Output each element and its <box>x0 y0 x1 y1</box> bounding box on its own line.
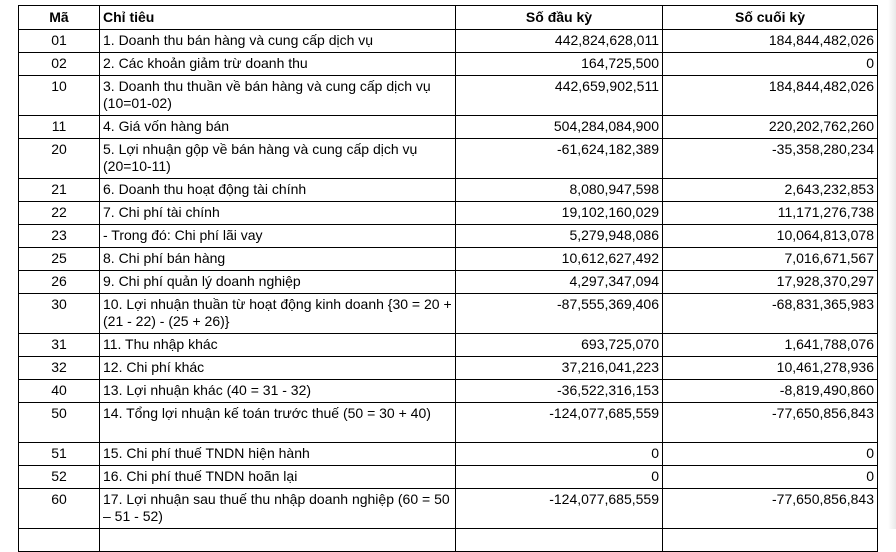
row-end-value: -8,819,490,860 <box>663 380 878 403</box>
row-start-value: 0 <box>456 466 663 489</box>
row-code: 01 <box>19 30 100 53</box>
header-row <box>19 6 878 30</box>
table-row <box>19 489 878 529</box>
row-end-value: -77,650,856,843 <box>663 489 878 529</box>
table-row <box>19 334 878 357</box>
row-indicator: 8. Chi phí bán hàng <box>100 248 456 271</box>
row-end-value <box>663 529 878 552</box>
table-row <box>19 294 878 334</box>
row-end-value: 0 <box>663 443 878 466</box>
row-code: 23 <box>19 225 100 248</box>
row-indicator: 9. Chi phí quản lý doanh nghiệp <box>100 271 456 294</box>
row-start-value: 5,279,948,086 <box>456 225 663 248</box>
table-row <box>19 403 878 443</box>
header-end-period: Số cuối kỳ <box>663 6 878 30</box>
row-end-value: 17,928,370,297 <box>663 271 878 294</box>
header-code: Mã <box>19 6 100 30</box>
row-start-value: 4,297,347,094 <box>456 271 663 294</box>
row-start-value <box>456 529 663 552</box>
row-code: 60 <box>19 489 100 529</box>
page-edge-shadow <box>888 0 896 529</box>
table-row <box>19 53 878 76</box>
row-start-value: 164,725,500 <box>456 53 663 76</box>
row-end-value: 7,016,671,567 <box>663 248 878 271</box>
row-end-value: 10,064,813,078 <box>663 225 878 248</box>
header-indicator: Chỉ tiêu <box>100 6 456 30</box>
row-start-value: -36,522,316,153 <box>456 380 663 403</box>
table-row <box>19 225 878 248</box>
row-start-value: 19,102,160,029 <box>456 202 663 225</box>
row-start-value: 0 <box>456 443 663 466</box>
row-code: 21 <box>19 179 100 202</box>
row-indicator: 10. Lợi nhuận thuần từ hoạt động kinh doanh {30 = 20 + (21 - 22) - (25 + 26)} <box>100 294 456 334</box>
row-code: 10 <box>19 76 100 116</box>
row-indicator: 12. Chi phí khác <box>100 357 456 380</box>
table-row <box>19 248 878 271</box>
row-start-value: -61,624,182,389 <box>456 139 663 179</box>
table-row <box>19 443 878 466</box>
row-indicator: 5. Lợi nhuận gộp về bán hàng và cung cấp dịch vụ (20=10-11) <box>100 139 456 179</box>
row-indicator: 1. Doanh thu bán hàng và cung cấp dịch vụ <box>100 30 456 53</box>
table-row <box>19 30 878 53</box>
row-end-value: -68,831,365,983 <box>663 294 878 334</box>
table-row <box>19 357 878 380</box>
row-indicator: 16. Chi phí thuế TNDN hoãn lại <box>100 466 456 489</box>
row-indicator <box>100 529 456 552</box>
row-code: 26 <box>19 271 100 294</box>
row-start-value: 442,824,628,011 <box>456 30 663 53</box>
row-start-value: 442,659,902,511 <box>456 76 663 116</box>
row-code: 22 <box>19 202 100 225</box>
row-code: 11 <box>19 116 100 139</box>
row-indicator: 4. Giá vốn hàng bán <box>100 116 456 139</box>
row-start-value: 37,216,041,223 <box>456 357 663 380</box>
row-end-value: 11,171,276,738 <box>663 202 878 225</box>
row-end-value: 2,643,232,853 <box>663 179 878 202</box>
row-code: 20 <box>19 139 100 179</box>
row-start-value: -124,077,685,559 <box>456 489 663 529</box>
table-row <box>19 271 878 294</box>
income-statement-table <box>18 5 878 552</box>
row-indicator: - Trong đó: Chi phí lãi vay <box>100 225 456 248</box>
row-code: 02 <box>19 53 100 76</box>
table-row <box>19 179 878 202</box>
row-indicator: 15. Chi phí thuế TNDN hiện hành <box>100 443 456 466</box>
row-end-value: -77,650,856,843 <box>663 403 878 443</box>
row-start-value: 8,080,947,598 <box>456 179 663 202</box>
row-code: 32 <box>19 357 100 380</box>
row-end-value: 1,641,788,076 <box>663 334 878 357</box>
table-row <box>19 380 878 403</box>
row-code: 51 <box>19 443 100 466</box>
row-code: 30 <box>19 294 100 334</box>
row-end-value: 0 <box>663 466 878 489</box>
row-code: 25 <box>19 248 100 271</box>
table-row-cut-off <box>19 529 878 552</box>
row-code: 52 <box>19 466 100 489</box>
row-indicator: 13. Lợi nhuận khác (40 = 31 - 32) <box>100 380 456 403</box>
row-indicator: 17. Lợi nhuận sau thuế thu nhập doanh nghiệp (60 = 50 – 51 - 52) <box>100 489 456 529</box>
table-row <box>19 202 878 225</box>
table-row <box>19 139 878 179</box>
row-indicator: 14. Tổng lợi nhuận kế toán trước thuế (50 = 30 + 40) <box>100 403 456 443</box>
header-start-period: Số đầu kỳ <box>456 6 663 30</box>
row-code: 31 <box>19 334 100 357</box>
row-end-value: 184,844,482,026 <box>663 30 878 53</box>
row-indicator: 7. Chi phí tài chính <box>100 202 456 225</box>
row-indicator: 11. Thu nhập khác <box>100 334 456 357</box>
row-start-value: 693,725,070 <box>456 334 663 357</box>
row-indicator: 6. Doanh thu hoạt động tài chính <box>100 179 456 202</box>
row-start-value: -124,077,685,559 <box>456 403 663 443</box>
row-code: 50 <box>19 403 100 443</box>
row-indicator: 2. Các khoản giảm trừ doanh thu <box>100 53 456 76</box>
row-end-value: 0 <box>663 53 878 76</box>
row-code: 40 <box>19 380 100 403</box>
row-end-value: 220,202,762,260 <box>663 116 878 139</box>
row-start-value: -87,555,369,406 <box>456 294 663 334</box>
table-row <box>19 466 878 489</box>
row-start-value: 504,284,084,900 <box>456 116 663 139</box>
row-end-value: 10,461,278,936 <box>663 357 878 380</box>
table-row <box>19 76 878 116</box>
table-row <box>19 116 878 139</box>
row-indicator: 3. Doanh thu thuần về bán hàng và cung cấp dịch vụ (10=01-02) <box>100 76 456 116</box>
row-code <box>19 529 100 552</box>
row-start-value: 10,612,627,492 <box>456 248 663 271</box>
row-end-value: 184,844,482,026 <box>663 76 878 116</box>
row-end-value: -35,358,280,234 <box>663 139 878 179</box>
